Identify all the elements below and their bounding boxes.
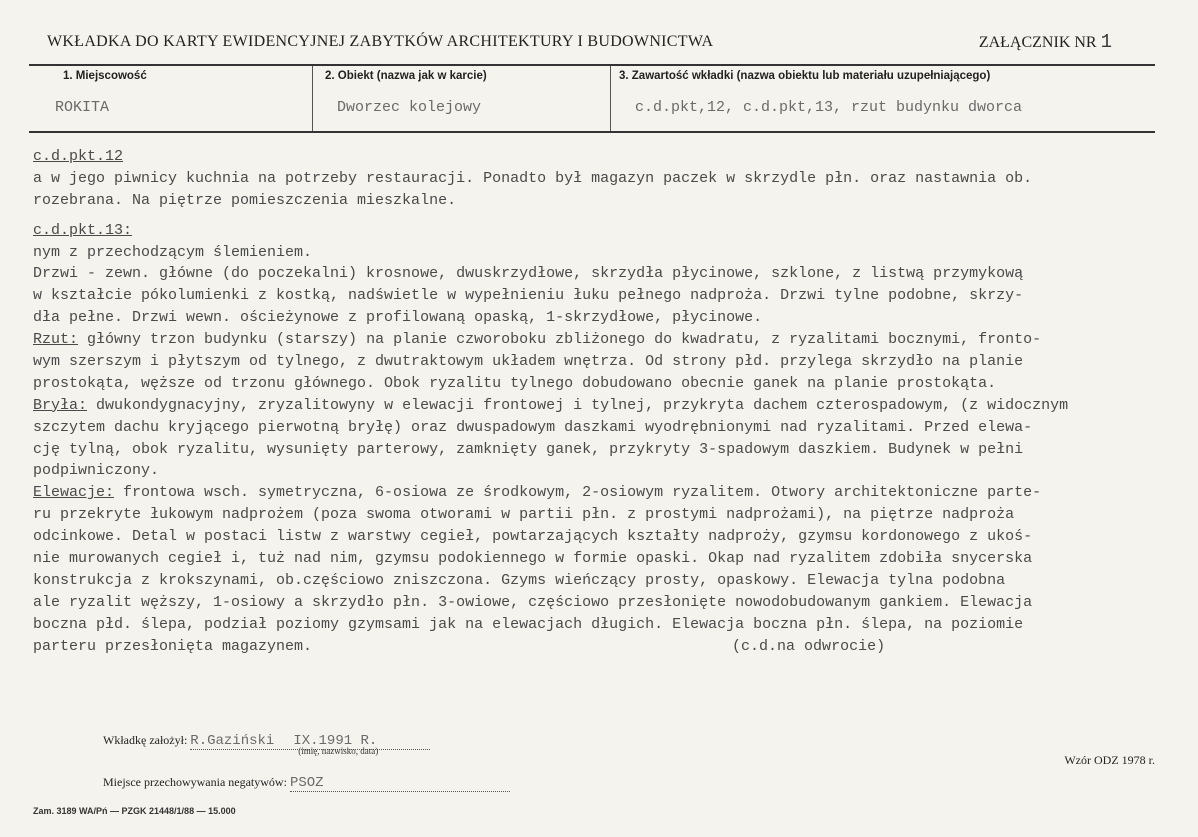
model-label: Wzór ODZ 1978 r.	[1064, 753, 1155, 767]
document-title: WKŁADKA DO KARTY EWIDENCYJNEJ ZABYTKÓW ARCHITEKTURY I BUDOWNICTWA	[47, 33, 714, 50]
continued-note: (c.d.na odwrocie)	[732, 637, 886, 655]
column-contents	[610, 66, 1155, 131]
text-line: boczna płd. ślepa, podział poziomy gzymsami jak na elewacjach długich. Elewacja boczna płn. ślepa, na poziomie	[33, 615, 1024, 633]
text-line: Rzut: główny trzon budynku (starszy) na planie czworoboku zbliżonego do kwadratu, z ryzalitami bocznymi, fronto-	[33, 331, 1042, 349]
installed-by-label: Wkładkę założył:	[103, 733, 188, 747]
label-rzut: Rzut:	[33, 331, 79, 349]
print-info: Zam. 3189 WA/Pń — PZGK 21448/1/88 — 15.000	[33, 806, 236, 816]
negatives-label: Miejsce przechowywania negatywów:	[103, 775, 287, 789]
negatives-row	[103, 775, 510, 792]
section-heading: c.d.pkt.12	[33, 148, 124, 165]
text-line: parteru przesłonięta magazynem. (c.d.na odwrocie)	[33, 637, 886, 655]
column-value: ROKITA	[55, 99, 110, 116]
text-line: nym z przechodzącym ślemieniem.	[33, 243, 313, 261]
label-elewacje: Elewacje:	[33, 484, 115, 502]
text-line: cję tylną, obok ryzalitu, wysunięty parterowy, zamknięty ganek, przykryty 3-spadowym daszkiem. Budynek w pełni	[33, 440, 1024, 458]
column-label: 2. Obiekt (nazwa jak w karcie)	[325, 70, 487, 82]
text-line: nie murowanych cegieł i, tuż nad nim, gzymsu podokiennego w formie opaski. Okap nad ryzalitem zdobiła snycerska	[33, 550, 1033, 568]
column-value: Dworzec kolejowy	[337, 99, 482, 116]
text-line: wym szerszym i płytszym od tylnego, z dwutraktowym układem wnętrza. Od strony płd. przylega skrzydło na planie	[33, 353, 1024, 371]
column-object	[312, 66, 611, 131]
column-label: 1. Miejscowość	[63, 70, 147, 82]
text-line: konstrukcja z krokszynami, ob.częściowo zniszczona. Gzyms wieńczący prosty, opaskowy. Elewacja tylna podobna	[33, 571, 1006, 589]
text-line: w kształcie pókolumienki z kostką, nadświetle w wypełnieniu łuku pełnego nadproża. Drzwi tylne podobne, skrzy-	[33, 287, 1024, 305]
header-table	[29, 64, 1155, 133]
annex-number: 1	[1100, 31, 1112, 53]
text-line: prostokąta, węższe od trzonu głównego. Obok ryzalitu tylnego dobudowano obecnie ganek na planie prostokąta.	[33, 374, 997, 392]
installed-by-name: R.Gaziński	[190, 733, 275, 749]
negatives-value: PSOZ	[289, 775, 324, 791]
document-body	[33, 146, 1158, 657]
annex-number-label	[979, 31, 1112, 53]
text-line: Elewacje: frontowa wsch. symetryczna, 6-osiowa ze środkowym, 2-osiowym ryzalitem. Otwory architektoniczne parte-	[33, 484, 1042, 502]
installed-by-field	[190, 733, 430, 756]
label-bryla: Bryła:	[33, 396, 88, 414]
installed-by-date: IX.1991 R.	[293, 733, 378, 749]
text-line: ale ryzalit węższy, 1-osiowy a skrzydło płn. 3-owiowe, częściowo przesłonięte nowodobudowanym gankiem. Elewacja	[33, 593, 1033, 611]
text-line: ru przekryte łukowym nadprożem (poza swoma otworami w partii płn. z prostymi nadprożami), na piętrze nadproża	[33, 506, 1015, 524]
installed-by-row	[103, 733, 430, 756]
negatives-field	[290, 775, 510, 792]
column-label: 3. Zawartość wkładki (nazwa obiektu lub materiału uzupełniającego)	[619, 70, 991, 82]
section-heading: c.d.pkt.13:	[33, 221, 133, 239]
text-line: dła pełne. Drzwi wewn. ościeżynowe z profilowaną opaską, 1-skrzydłowe, płycinowe.	[33, 309, 763, 327]
installed-by-hint: (imię, nazwisko, data)	[298, 746, 379, 756]
text-line: rozebrana. Na piętrze pomieszczenia mieszkalne.	[33, 191, 457, 209]
text-line: a w jego piwnicy kuchnia na potrzeby restauracji. Ponadto był magazyn paczek w skrzydle płn. oraz nastawnia ob.	[33, 169, 1033, 187]
text-line: szczytem dachu kryjącego pierwotną bryłę) oraz dwuspadowym daszkami wyodrębnionymi nad ryzalitami. Przed elewa-	[33, 418, 1033, 436]
text-line: odcinkowe. Detal w postaci listw z warstwy cegieł, powtarzających kształty nadproży, gzymsu kordonowego z ukoś-	[33, 528, 1033, 546]
column-locality	[29, 66, 313, 131]
annex-label: ZAŁĄCZNIK NR	[978, 34, 1097, 51]
text-line: Drzwi - zewn. główne (do poczekalni) krosnowe, dwuskrzydłowe, skrzydła płycinowe, szklone, z listwą przymykową	[33, 265, 1024, 283]
text-line: Bryła: dwukondygnacyjny, zryzalitowyny w elewacji frontowej i tylnej, przykryta dachem czterospadowym, (z widocznym	[33, 396, 1069, 414]
text-line: podpiwniczony.	[33, 462, 160, 480]
column-value: c.d.pkt,12, c.d.pkt,13, rzut budynku dworca	[635, 99, 1023, 116]
